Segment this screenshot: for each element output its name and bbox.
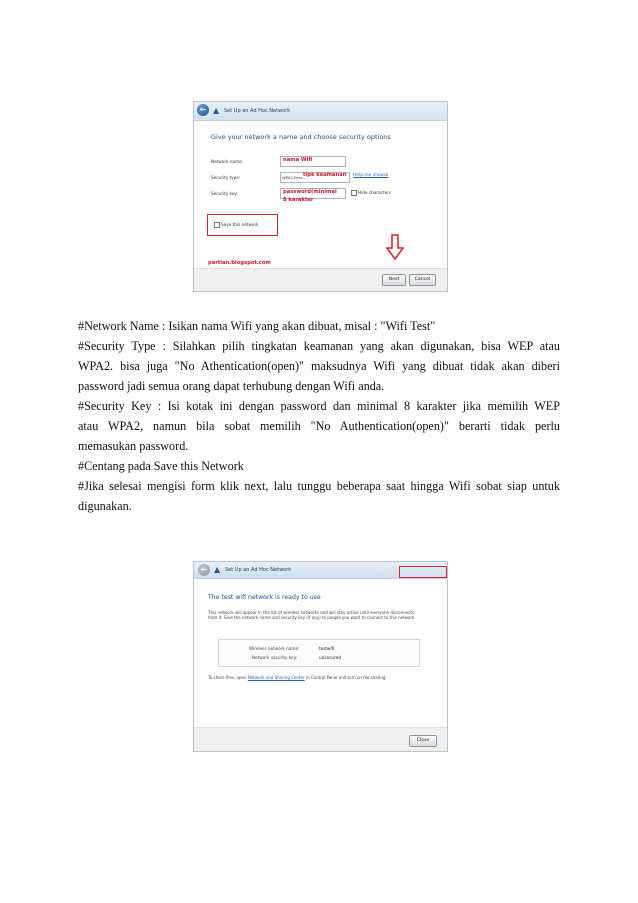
ready-heading: The test wifi network is ready to use — [208, 594, 321, 601]
paragraph-click-next — [78, 476, 560, 516]
security-type-annotation: tipe keamanan — [303, 172, 347, 178]
share-suffix: in Control Panel and turn on file sharing. — [304, 675, 387, 680]
down-arrow-icon — [386, 234, 404, 260]
share-prefix: To share files, open — [208, 675, 248, 680]
wireless-name-label: Wireless network name: — [249, 646, 300, 651]
window-title: Set Up an Ad Hoc Network — [224, 108, 291, 114]
text-line: #Network Name : Isikan nama Wifi yang akan dibuat, misal : "Wifi Test" — [78, 319, 436, 333]
close-highlight — [399, 566, 447, 578]
ready-description: This network will appear in the list of wireless networks and will stay active until everyone disconnects from it. Give the network name and security key (if any) to people you want to connect to this network. — [208, 610, 416, 621]
text-line: #Security Type : Silahkan pilih tingkatan keamanan yang akan digunakan, bisa WEP atau — [78, 339, 560, 353]
paragraph-security-key — [78, 396, 560, 456]
security-key-label: Network security key: — [252, 655, 298, 660]
network-name-value: nama Wifi — [283, 157, 313, 163]
text-line: WPA2. bisa juga "No Athentication(open)" maksudnya Wifi yang dibuat tidak akan diberi — [78, 359, 560, 373]
back-arrow-icon[interactable]: ← — [198, 564, 210, 576]
security-key-label: Security key: — [211, 191, 238, 196]
security-key-value-line1: password(minimal — [283, 189, 337, 195]
security-type-label: Security type: — [211, 175, 241, 180]
text-line: digunakan. — [78, 499, 132, 513]
save-network-label: Save this network — [221, 222, 259, 227]
window-titlebar — [194, 102, 447, 121]
text-line: #Jika selesai mengisi form klik next, lalu tunggu beberapa saat hingga Wifi sobat siap untuk — [78, 479, 560, 493]
hide-characters-label: Hide characters — [358, 190, 392, 195]
text-line: password jadi semua orang dapat terhubung dengan Wifi anda. — [78, 379, 385, 393]
text-line: memasukan password. — [78, 439, 189, 453]
window-title: Set Up an Ad Hoc Network — [225, 567, 292, 573]
cancel-button[interactable]: Cancel — [409, 274, 436, 286]
security-key-value: unsecured — [319, 655, 341, 660]
security-key-value-line2: 8 karakter — [283, 197, 314, 203]
text-line: atau WPA2, namun bila sobat memilih "No Authentication(open)" berarti tidak perlu — [78, 419, 560, 433]
screenshot-setup-adhoc-network — [193, 101, 448, 292]
network-info-box — [218, 639, 420, 667]
hide-characters-checkbox[interactable] — [351, 190, 357, 196]
text-line: #Centang pada Save this Network — [78, 459, 244, 473]
share-instructions — [208, 675, 387, 680]
blog-watermark: pertian.blogspot.com — [208, 260, 271, 266]
paragraph-network-name — [78, 316, 560, 336]
next-button[interactable]: Next — [382, 274, 406, 286]
network-icon: ▲ — [213, 106, 220, 115]
security-type-value: WPA2-Pers... — [282, 175, 306, 180]
text-line: #Security Key : Isi kotak ini dengan password dan minimal 8 karakter jika memilih WEP — [78, 399, 560, 413]
screenshot-network-ready — [193, 561, 448, 752]
dialog-heading: Give your network a name and choose security options — [211, 133, 391, 141]
save-network-checkbox[interactable] — [214, 222, 220, 228]
close-button[interactable]: Close — [409, 735, 437, 747]
dialog-footer — [194, 727, 447, 752]
dialog-footer — [194, 268, 447, 292]
network-sharing-center-link[interactable]: Network and Sharing Center — [247, 675, 305, 680]
back-arrow-icon[interactable]: ← — [197, 104, 209, 116]
wireless-name-value: testwifi — [319, 646, 335, 651]
help-me-choose-link[interactable]: Help me choose — [353, 173, 389, 178]
network-name-label: Network name: — [211, 159, 244, 164]
network-icon: ▲ — [214, 565, 221, 574]
paragraph-save-network — [78, 456, 560, 476]
paragraph-security-type — [78, 336, 560, 396]
